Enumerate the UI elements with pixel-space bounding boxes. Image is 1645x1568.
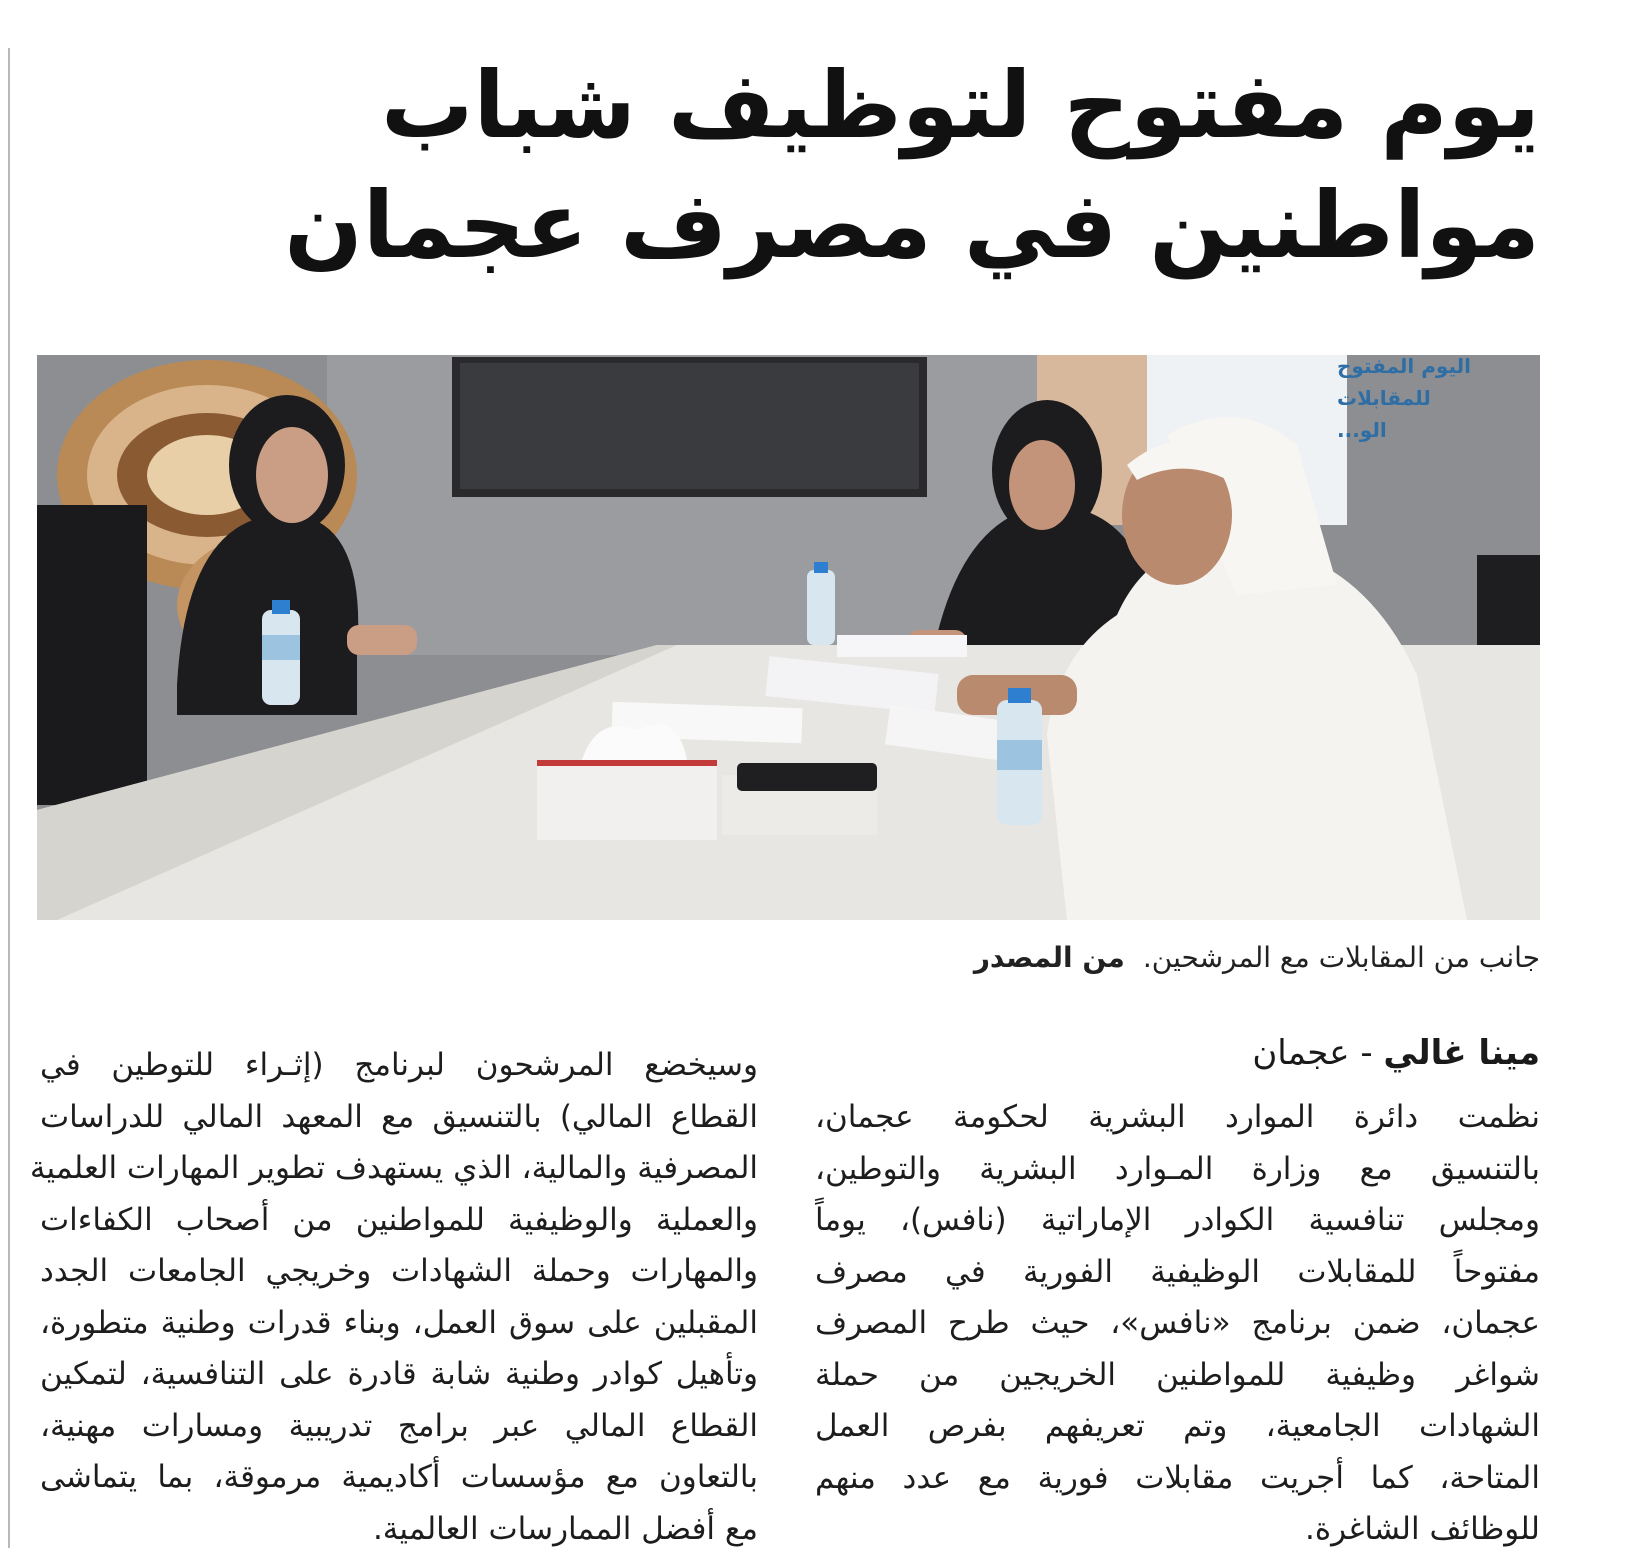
svg-text:اليوم المفتوح: اليوم المفتوح: [1337, 355, 1471, 378]
body-line: والمهارات وحملة الشهادات وخريجي الجامعات الجدد: [40, 1253, 758, 1289]
water-bottle: [262, 600, 300, 705]
body-line: المقبلين على سوق العمل، وبناء قدرات وطنية متطورة،: [40, 1304, 758, 1341]
photo-credit: من المصدر: [973, 941, 1125, 974]
body-line: نظمت دائرة الموارد البشرية لحكومة عجمان،: [815, 1099, 1540, 1135]
body-line: والعملية والوظيفية للمواطنين من أصحاب الكفاءات: [40, 1201, 758, 1238]
svg-text:للمقابلات: للمقابلات: [1337, 386, 1431, 410]
body-line: وتأهيل كوادر وطنية شابة قادرة على التنافسية، لتمكين: [40, 1356, 758, 1392]
body-line: للوظائف الشاغرة.: [1305, 1511, 1540, 1547]
body-line: مفتوحاً للمقابلات الوظيفية الفورية في مصرف: [815, 1253, 1540, 1290]
body-line: المصرفية والمالية، الذي يستهدف تطوير المهارات العلمية: [29, 1150, 758, 1186]
phone: [737, 763, 877, 791]
body-line: القطاع المالي عبر برامج تدريبية ومسارات مهنية،: [40, 1407, 758, 1444]
article-photo: [37, 355, 1540, 920]
headline: [284, 46, 1540, 286]
byline: [820, 1028, 1540, 1078]
body-line: القطاع المالي) بالتنسيق مع المعهد المالي للدراسات: [40, 1098, 758, 1135]
headline-line-1: يوم مفتوح لتوظيف شباب: [380, 52, 1540, 159]
water-bottle: [807, 562, 835, 645]
dateline-city: عجمان: [1252, 1033, 1350, 1073]
body-line: بالتعاون مع مؤسسات أكاديمية مرموقة، بما يتماشى: [40, 1459, 758, 1495]
body-line: شواغر وظيفية للمواطنين الخريجين من حملة: [815, 1356, 1540, 1393]
article-column-left: [29, 1040, 758, 1555]
article-column-right: [815, 1092, 1540, 1556]
body-line: الشهادات الجامعية، وتم تعريفهم بفرص العمل: [815, 1408, 1540, 1444]
photo-interview-scene: [37, 355, 1540, 920]
photo-caption: [37, 938, 1540, 978]
column-divider-line: [8, 48, 10, 1548]
caption-text: جانب من المقابلات مع المرشحين.: [1142, 941, 1540, 974]
water-bottle: [997, 688, 1042, 825]
headline-line-2: مواطنين في مصرف عجمان: [284, 172, 1540, 279]
body-line: مع أفضل الممارسات العالمية.: [372, 1510, 758, 1547]
body-line: ومجلس تنافسية الكوادر الإماراتية (نافس)، يوماً: [815, 1202, 1540, 1238]
tissue-box: [537, 760, 717, 840]
svg-text:الو...: الو...: [1337, 418, 1387, 442]
body-line: بالتنسيق مع وزارة المـوارد البشرية والتوطين،: [815, 1150, 1540, 1187]
author-name: مينا غالي: [1383, 1033, 1540, 1073]
byline-separator: -: [1349, 1033, 1384, 1073]
body-line: عجمان، ضمن برنامج «نافس»، حيث طرح المصرف: [815, 1305, 1540, 1341]
body-line: المتاحة، كما أجريت مقابلات فورية مع عدد منهم: [815, 1459, 1540, 1496]
body-line: وسيخضع المرشحون لبرنامج (إثـراء للتوطين في: [40, 1047, 758, 1083]
